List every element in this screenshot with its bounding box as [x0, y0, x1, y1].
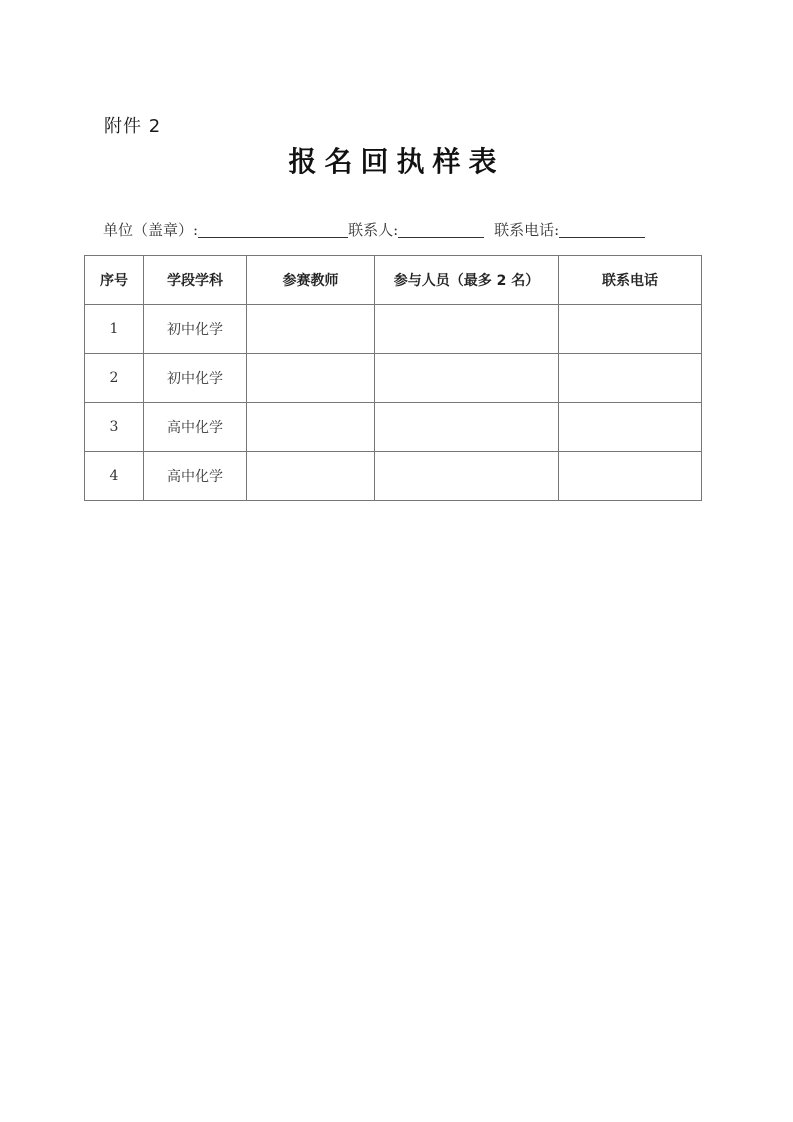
row-seq: 4: [85, 452, 144, 501]
table-row: [85, 452, 702, 501]
row-subject: 高中化学: [144, 403, 247, 452]
contact-label: 联系人:: [348, 221, 399, 239]
row-phone-cell[interactable]: [559, 403, 702, 452]
row-teacher-cell[interactable]: [247, 305, 375, 354]
info-line: [103, 218, 645, 240]
row-subject: 初中化学: [144, 354, 247, 403]
registration-table: [84, 255, 702, 501]
row-participants-cell[interactable]: [375, 403, 559, 452]
col-header-phone: 联系电话: [559, 256, 702, 305]
table-row: [85, 354, 702, 403]
row-teacher-cell[interactable]: [247, 354, 375, 403]
row-teacher-cell[interactable]: [247, 452, 375, 501]
phone-blank[interactable]: [559, 221, 645, 238]
row-seq: 2: [85, 354, 144, 403]
contact-blank[interactable]: [398, 221, 484, 238]
row-seq: 1: [85, 305, 144, 354]
col-header-participants: 参与人员（最多 2 名）: [375, 256, 559, 305]
row-participants-cell[interactable]: [375, 354, 559, 403]
table-row: [85, 305, 702, 354]
page-title: 报名回执样表: [288, 145, 505, 178]
row-participants-cell[interactable]: [375, 305, 559, 354]
unit-label: 单位（盖章）:: [103, 221, 199, 239]
row-seq: 3: [85, 403, 144, 452]
col-header-teacher: 参赛教师: [247, 256, 375, 305]
row-teacher-cell[interactable]: [247, 403, 375, 452]
attachment-label: 附件 2: [104, 116, 162, 137]
col-header-seq: 序号: [85, 256, 144, 305]
table-row: [85, 403, 702, 452]
col-header-subject: 学段学科: [144, 256, 247, 305]
row-participants-cell[interactable]: [375, 452, 559, 501]
row-phone-cell[interactable]: [559, 305, 702, 354]
row-phone-cell[interactable]: [559, 354, 702, 403]
row-phone-cell[interactable]: [559, 452, 702, 501]
row-subject: 初中化学: [144, 305, 247, 354]
table-header-row: [85, 256, 702, 305]
row-subject: 高中化学: [144, 452, 247, 501]
unit-blank[interactable]: [198, 221, 348, 238]
phone-label: 联系电话:: [494, 221, 560, 239]
